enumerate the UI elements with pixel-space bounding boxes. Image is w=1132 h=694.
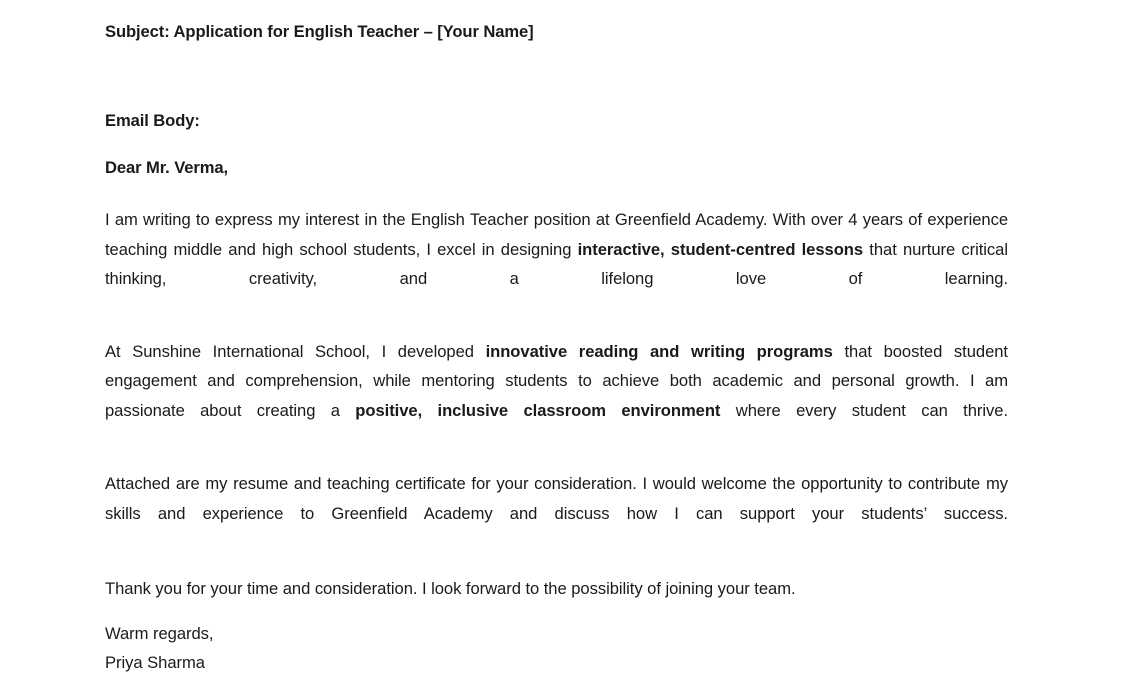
text-run: that nurture critical thinking, creativity, and a lifelong love of learning.: [105, 239, 1008, 289]
emphasis-run: innovative reading and writing programs: [485, 341, 833, 361]
text-run: At Sunshine International School, I developed: [105, 341, 486, 361]
paragraph-intro: [105, 179, 1008, 323]
document-text-column: [105, 0, 1008, 678]
closing-thanks-line: Thank you for your time and consideration. I look forward to the possibility of joining your team.: [105, 578, 796, 598]
paragraph-experience: [105, 323, 1008, 455]
emphasis-run: positive, inclusive classroom environment: [355, 400, 721, 420]
text-run: that boosted student engagement and comprehension, while mentoring students to achieve both academic and personal growth. I am passionate about creating a: [105, 341, 1008, 420]
emphasis-run: interactive, student-centred lessons: [577, 239, 864, 259]
email-body-label: Email Body:: [105, 110, 200, 130]
text-run: I am writing to express my interest in the English Teacher position at Greenfield Academy. With over 4 years of experience teaching middle and high school students, I excel in designing: [105, 210, 1008, 259]
text-run: where every student can thrive.: [720, 400, 1009, 420]
subject-line: Subject: Application for English Teacher – [Your Name]: [105, 22, 534, 41]
signoff-sender-name: Priya Sharma: [105, 653, 205, 673]
text-run: Attached are my resume and teaching certificate for your consideration. I would welcome the opportunity to contribute my skills and experience to Greenfield Academy and discuss how I can support your students’ success.: [105, 474, 1008, 523]
salutation: Dear Mr. Verma,: [105, 158, 229, 178]
signoff-block: [105, 603, 1008, 678]
paragraph-attachments: [105, 454, 1008, 557]
signoff-closing: Warm regards,: [105, 624, 214, 644]
